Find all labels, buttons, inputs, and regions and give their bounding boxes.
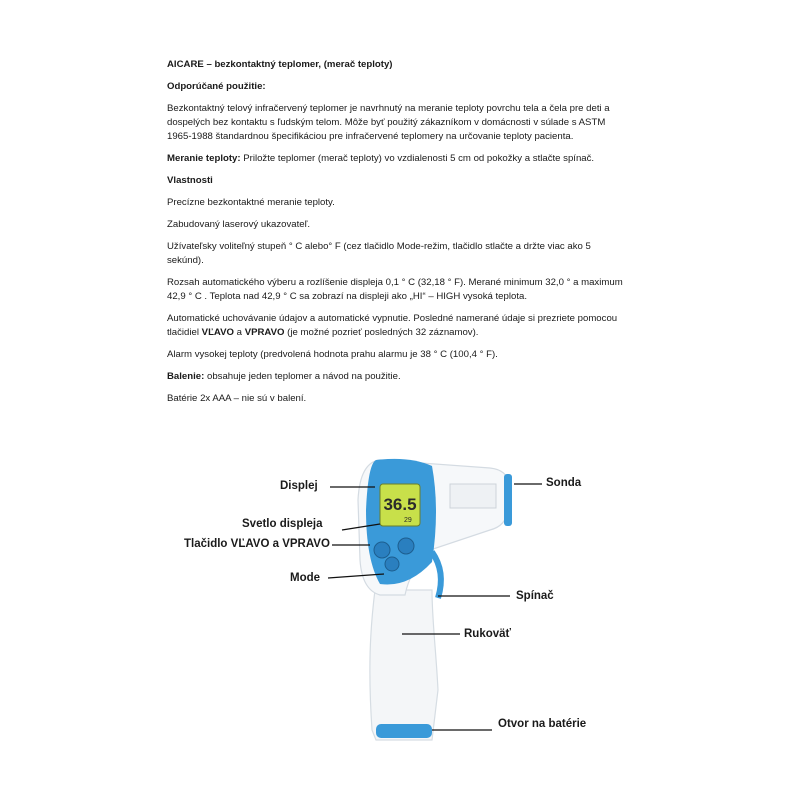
probe-tip [504, 474, 512, 526]
label-mode: Mode [290, 572, 321, 584]
side-label [450, 484, 496, 508]
memory-text: Automatické uchovávanie údajov a automatické vypnutie. Posledné namerané údaje si prezriete pomocou tlačidiel [167, 313, 618, 338]
measure-label: Meranie teploty: [167, 153, 241, 164]
memory-paragraph [167, 312, 627, 340]
thermometer-figure [170, 440, 610, 800]
button-mode [385, 557, 399, 571]
prop-item: Rozsah automatického výberu a rozlíšenie displeja 0,1 ° C (32,18 ° F). Merané minimum 32,0 ° a maximum 42,9 ° C . Teplota nad 42,9 ° C sa zobrazí na displeji ako „HI“ – HIGH vysoká teplota. [167, 277, 623, 302]
handle-shape [370, 590, 438, 740]
thermometer-illustration [170, 440, 610, 800]
label-svetlo: Svetlo displeja [242, 518, 323, 530]
battery-cover [376, 724, 432, 738]
measure-paragraph [167, 152, 627, 166]
memory-left: VĽAVO [201, 327, 235, 338]
alarm-paragraph: Alarm vysokej teploty (predvolená hodnota prahu alarmu je 38 ° C (100,4 ° F). [167, 349, 498, 360]
props-heading: Vlastnosti [167, 175, 213, 186]
button-right [398, 538, 414, 554]
memory-and: a [234, 327, 245, 338]
label-sonda: Sonda [546, 477, 582, 489]
document-text [167, 58, 627, 414]
label-spinac: Spínač [516, 590, 554, 602]
prop-item: Zabudovaný laserový ukazovateľ. [167, 219, 311, 230]
button-left [374, 542, 390, 558]
memory-right: VPRAVO [244, 327, 285, 338]
measure-text: Priložte teplomer (merač teploty) vo vzdialenosti 5 cm od pokožky a stlačte spínač. [240, 153, 595, 164]
label-tlacidlo: Tlačidlo VĽAVO a VPRAVO [184, 538, 330, 550]
pack-label: Balenie: [167, 371, 205, 382]
use-heading: Odporúčané použitie: [167, 81, 266, 92]
document-title: AICARE – bezkontaktný teplomer, (merač teploty) [167, 59, 393, 70]
use-paragraph: Bezkontaktný telový infračervený teplomer je navrhnutý na meranie teploty povrchu tela a čela pre deti a dospelých bez kontaktu s ľudským telom. Môže byť použitý zákazníkom v domácnosti v súlade s ASTM 1965-1988 štandardnou špecifikáciou pre infračervené teplomery na určovanie teploty pacienta. [167, 103, 610, 142]
trigger [432, 552, 441, 598]
label-displej: Displej [280, 480, 318, 492]
lcd-reading: 36.5 [383, 495, 417, 514]
memory-tail: (je možné pozrieť posledných 32 záznamov). [284, 327, 479, 338]
lcd-small: 29 [404, 517, 412, 524]
prop-item: Užívateľsky voliteľný stupeň ° C alebo° F (cez tlačidlo Mode-režim, tlačidlo stlačte a držte viac ako 5 sekúnd). [167, 241, 591, 266]
label-otvor: Otvor na batérie [498, 718, 587, 730]
label-rukovat: Rukoväť [464, 628, 512, 640]
prop-item: Precízne bezkontaktné meranie teploty. [167, 197, 335, 208]
pack-paragraph [167, 370, 627, 384]
pack-text: obsahuje jeden teplomer a návod na použitie. [204, 371, 401, 382]
battery-paragraph: Batérie 2x AAA – nie sú v balení. [167, 393, 307, 404]
